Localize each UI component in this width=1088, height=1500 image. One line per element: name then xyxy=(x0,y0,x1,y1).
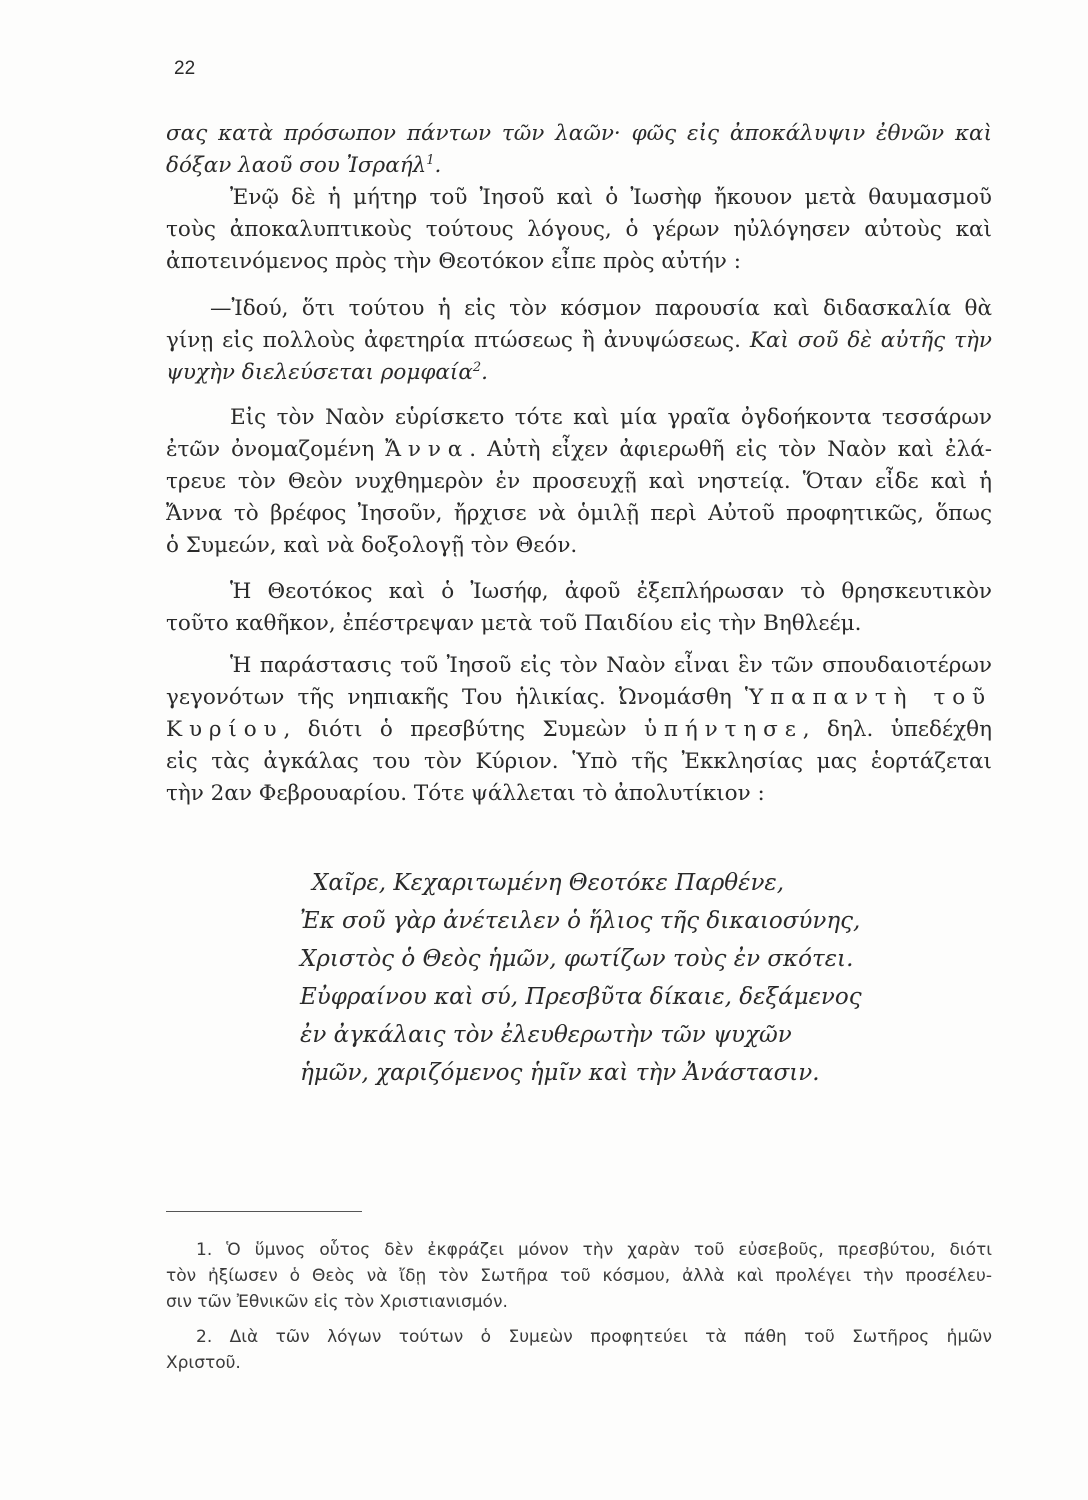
hymn-line: ἐν ἀγκάλαις τὸν ἐλευθερωτὴν τῶν ψυχῶν xyxy=(300,1022,792,1048)
text-span: γεγονότων τῆς νηπιακῆς Του ἡλικίας. Ὠνομάσθη xyxy=(166,685,745,710)
text-span: , δηλ. ὑπεδέχθη xyxy=(802,717,992,742)
text-span: , διότι ὁ πρεσβύτης Συμεὼν xyxy=(283,717,644,742)
text-span: . xyxy=(481,360,488,385)
footnote-ref: 1 xyxy=(426,152,435,168)
text-span: . xyxy=(434,153,442,178)
text-line: Ἡ Θεοτόκος καὶ ὁ Ἰωσήφ, ἀφοῦ ἐξεπλήρωσαν τὸ θρησκευτικὸν xyxy=(230,579,992,604)
hymn-line: Χαῖρε, Κεχαριτωμένη Θεοτόκε Παρθένε, xyxy=(312,870,785,896)
text-span: . Αὐτὴ εἶχεν ἀφιερωθῆ εἰς τὸν Ναὸν καὶ ἐλά- xyxy=(469,437,992,462)
text-line: τρευε τὸν Θεὸν νυχθημερὸν ἐν προσευχῇ καὶ νηστείᾳ. Ὅταν εἶδε καὶ ἡ xyxy=(166,469,992,494)
footnote-line: 2. Διὰ τῶν λόγων τούτων ὁ Συμεὼν προφητεύει τὰ πάθη τοῦ Σωτῆρος ἡμῶν xyxy=(196,1327,992,1347)
feast-name-spaced: Κυρίου xyxy=(166,717,284,742)
text-line xyxy=(166,434,992,466)
footnote-line: τὸν ἠξίωσεν ὁ Θεὸς νὰ ἴδῃ τὸν Σωτῆρα τοῦ κόσμου, ἀλλὰ καὶ προλέγει τὴν προσέλευ- xyxy=(166,1266,992,1286)
text-line: τὴν 2αν Φεβρουαρίου. Τότε ψάλλεται τὸ ἀπολυτίκιον : xyxy=(166,781,765,806)
hymn-line: Εὐφραίνου καὶ σύ, Πρεσβῦτα δίκαιε, δεξάμενος xyxy=(300,984,862,1010)
text-span: ἐτῶν ὀνομαζομένη xyxy=(166,437,386,462)
hymn-line: Ἐκ σοῦ γὰρ ἀνέτειλεν ὁ ἥλιος τῆς δικαιοσύνης, xyxy=(300,908,861,934)
text-line: σας κατὰ πρόσωπον πάντων τῶν λαῶν· φῶς εἰς ἀποκάλυψιν ἐθνῶν καὶ xyxy=(166,121,992,146)
text-line: ὁ Συμεών, καὶ νὰ δοξολογῇ τὸν Θεόν. xyxy=(166,533,578,558)
text-line: —Ἰδού, ὅτι τούτου ἡ εἰς τὸν κόσμον παρουσία καὶ διδασκαλία θὰ xyxy=(210,296,992,321)
text-line: τοῦτο καθῆκον, ἐπέστρεψαν μετὰ τοῦ Παιδίου εἰς τὴν Βηθλεέμ. xyxy=(166,611,862,636)
word-spaced: ὑπήντησε xyxy=(643,717,803,742)
text-line xyxy=(166,682,992,714)
text-line: εἰς τὰς ἀγκάλας του τὸν Κύριον. Ὑπὸ τῆς Ἐκκλησίας μας ἑορτάζεται xyxy=(166,749,992,774)
text-span: γίνῃ εἰς πολλοὺς ἀφετηρία πτώσεως ἢ ἀνυψώσεως. xyxy=(166,328,750,353)
hymn-line: Χριστὸς ὁ Θεὸς ἡμῶν, φωτίζων τοὺς ἐν σκότει. xyxy=(300,946,854,972)
text-line xyxy=(166,150,992,182)
text-line xyxy=(166,714,992,746)
text-line: τοὺς ἀποκαλυπτικοὺς τούτους λόγους, ὁ γέρων ηὐλόγησεν αὐτοὺς καὶ xyxy=(166,217,992,242)
footnote-line: Χριστοῦ. xyxy=(166,1353,241,1373)
feast-name-spaced: Ὑπαπαντὴ τοῦ xyxy=(744,685,992,710)
name-spaced: Ἄννα xyxy=(385,437,470,462)
footnote-divider xyxy=(166,1211,362,1212)
text-line: Ἄννα τὸ βρέφος Ἰησοῦν, ἤρχισε νὰ ὁμιλῇ περὶ Αὐτοῦ προφητικῶς, ὅπως xyxy=(166,501,992,526)
text-line: ἀποτεινόμενος πρὸς τὴν Θεοτόκον εἶπε πρὸς αὐτήν : xyxy=(166,249,741,274)
text-line: Εἰς τὸν Ναὸν εὑρίσκετο τότε καὶ μία γραῖα ὀγδοήκοντα τεσσάρων xyxy=(230,405,992,430)
text-line: Ἐνῷ δὲ ἡ μήτηρ τοῦ Ἰησοῦ καὶ ὁ Ἰωσὴφ ἤκουον μετὰ θαυμασμοῦ xyxy=(230,185,992,210)
footnote-ref: 2 xyxy=(472,359,482,375)
text-span: Καὶ σοῦ δὲ αὐτῆς τὴν xyxy=(749,328,992,353)
hymn-line: ἡμῶν, χαριζόμενος ἡμῖν καὶ τὴν Ἀνάστασιν. xyxy=(300,1060,820,1086)
footnote-line: σιν τῶν Ἐθνικῶν εἰς τὸν Χριστιανισμόν. xyxy=(166,1292,508,1312)
page-number: 22 xyxy=(174,58,196,79)
footnote-line: 1. Ὁ ὕμνος οὗτος δὲν ἐκφράζει μόνον τὴν χαρὰν τοῦ εὐσεβοῦς, πρεσβύτου, διότι xyxy=(196,1240,992,1260)
text-span: δόξαν λαοῦ σου Ἰσραήλ xyxy=(166,153,427,178)
text-span: ψυχὴν διελεύσεται ρομφαία xyxy=(166,360,473,385)
text-line xyxy=(166,325,992,357)
text-line xyxy=(166,357,992,389)
text-line: Ἡ παράστασις τοῦ Ἰησοῦ εἰς τὸν Ναὸν εἶναι ἓν τῶν σπουδαιοτέρων xyxy=(230,653,992,678)
